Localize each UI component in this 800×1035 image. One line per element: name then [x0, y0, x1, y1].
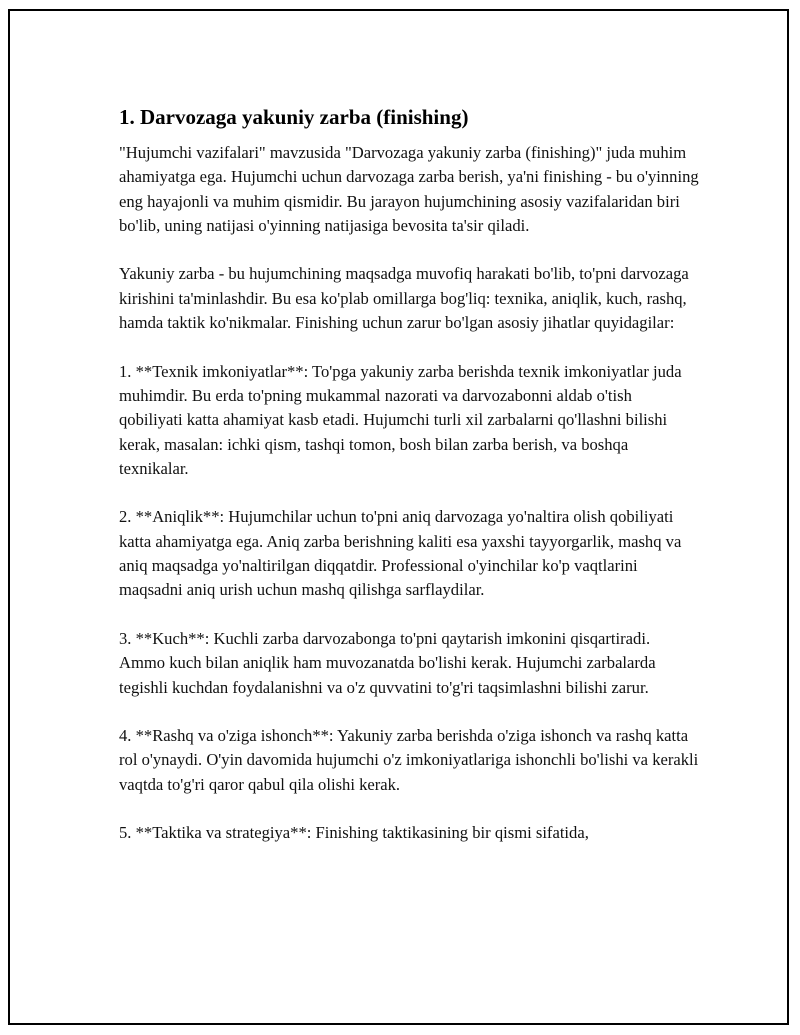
paragraph-technique: 1. **Texnik imkoniyatlar**: To'pga yakuniy zarba berishda texnik imkoniyatlar juda muhimdir. Bu erda to'pning mukammal nazorati va darvozabonni aldab o'tish qobiliyati katta ahamiyat kasb etadi. Hujumchi turli xil zarbalarni qo'llashni bilishi kerak, masalan: ichki qism, tashqi tomon, bosh bilan zarba berish, va boshqa texnikalar. [119, 361, 682, 478]
document-body [119, 103, 699, 870]
paragraph-power: 3. **Kuch**: Kuchli zarba darvozabonga to'pni qaytarish imkonini qisqartiradi. Ammo kuch bilan aniqlik ham muvozanatda bo'lishi kerak. Hujumchi zarbalarda tegishli kuchdan foydalanishni va o'z quvvatini to'g'ri taqsimlashni bilishi zarur. [119, 628, 656, 697]
paragraph-definition: Yakuniy zarba - bu hujumchining maqsadga muvofiq harakati bo'lib, to'pni darvozaga kirishini ta'minlashdir. Bu esa ko'plab omillarga bog'liq: texnika, aniqlik, kuch, rashq, hamda taktik ko'nikmalar. Finishing uchun zarur bo'lgan asosiy jihatlar quyidagilar: [119, 264, 689, 333]
document-title: 1. Darvozaga yakuniy zarba (finishing) [119, 105, 469, 129]
paragraph-accuracy: 2. **Aniqlik**: Hujumchilar uchun to'pni aniq darvozaga yo'naltira olish qobiliyati katta ahamiyatga ega. Aniq zarba berishning kaliti esa yaxshi tayyorgarlik, mashq va aniq maqsadga yo'naltirilgan diqqatdir. Professional o'yinchilar ko'p vaqtlarini maqsadni aniq urish uchun mashq qilishga sarflaydilar. [119, 507, 682, 600]
paragraph-intro: "Hujumchi vazifalari" mavzusida "Darvozaga yakuniy zarba (finishing)" juda muhim ahamiyatga ega. Hujumchi uchun darvozaga zarba berish, ya'ni finishing - bu o'yinning eng hayajonli va muhim qismidir. Bu jarayon hujumchining asosiy vazifalaridan biri bo'lib, uning natijasi o'yinning natijasiga bevosita ta'sir qiladi. [119, 143, 699, 235]
paragraph-tactics: 5. **Taktika va strategiya**: Finishing taktikasining bir qismi sifatida, [119, 823, 589, 843]
paragraph-confidence: 4. **Rashq va o'ziga ishonch**: Yakuniy zarba berishda o'ziga ishonch va rashq katta rol o'ynaydi. O'yin davomida hujumchi o'z imkoniyatlariga ishonchli bo'lishi va kerakli vaqtda to'g'ri qaror qabul qila olishi kerak. [119, 726, 699, 794]
page-frame [8, 9, 789, 1025]
